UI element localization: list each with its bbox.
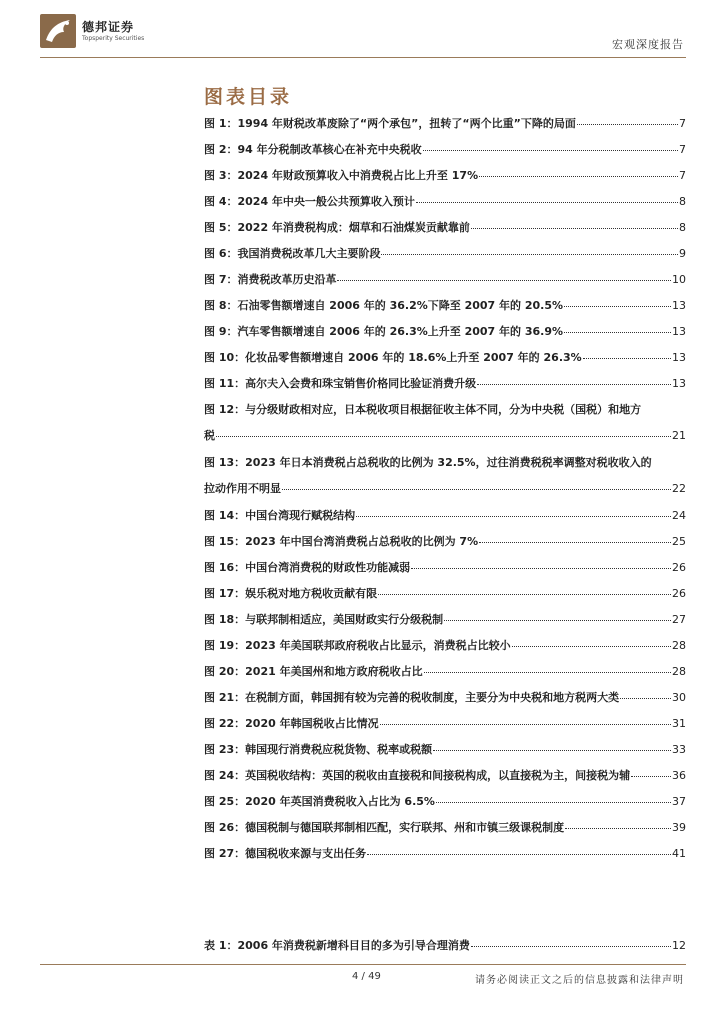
- toc-entry-label: 图 26：德国税制与德国联邦制相匹配，实行联邦、州和市镇三级课税制度: [204, 821, 565, 834]
- toc-entry-label: 图 2：94 年分税制改革核心在补充中央税收: [204, 143, 422, 156]
- toc-entry[interactable]: [204, 376, 686, 402]
- dot-leader: [423, 149, 678, 151]
- dot-leader: [620, 697, 671, 699]
- toc-entry-label: 图 1：1994 年财税改革废除了“两个承包”，扭转了“两个比重”下降的局面: [204, 117, 576, 130]
- dot-leader: [216, 435, 671, 437]
- toc-entry-page: 21: [672, 429, 686, 442]
- toc-entry-label: 表 1：2006 年消费税新增科目目的多为引导合理消费: [204, 939, 470, 952]
- toc-entry-page: 24: [672, 509, 686, 522]
- toc-entry-page: 31: [672, 717, 686, 730]
- toc-entry-page: 13: [672, 351, 686, 364]
- toc-entry[interactable]: [204, 690, 686, 716]
- figure-list: [204, 116, 686, 872]
- toc-entry[interactable]: [204, 116, 686, 142]
- toc-entry[interactable]: [204, 742, 686, 768]
- toc-entry[interactable]: [204, 820, 686, 846]
- dot-leader: [564, 331, 671, 333]
- dot-leader: [565, 827, 671, 829]
- dot-leader: [424, 671, 671, 673]
- toc-entry-page: 12: [672, 939, 686, 952]
- toc-entry-label-continued: 拉动作用不明显: [204, 482, 281, 495]
- dot-leader: [479, 175, 678, 177]
- toc-entry-label: 图 13：2023 年日本消费税占总税收的比例为 32.5%，过往消费税税率调整对税收收入的: [204, 456, 652, 469]
- brand-name-en: Topsperity Securities: [82, 34, 145, 42]
- toc-entry-page: 7: [679, 169, 686, 182]
- toc-entry[interactable]: [204, 560, 686, 586]
- toc-entry[interactable]: [204, 298, 686, 324]
- toc-entry[interactable]: [204, 168, 686, 194]
- toc-entry-page: 22: [672, 482, 686, 495]
- toc-entry[interactable]: [204, 194, 686, 220]
- toc-entry-page: 28: [672, 665, 686, 678]
- toc-entry[interactable]: [204, 402, 686, 455]
- toc-entry-label: 图 16：中国台湾消费税的财政性功能减弱: [204, 561, 411, 574]
- dot-leader: [512, 645, 671, 647]
- dot-leader: [471, 945, 671, 947]
- toc-entry-label: 图 17：娱乐税对地方税收贡献有限: [204, 587, 378, 600]
- toc-entry[interactable]: [204, 768, 686, 794]
- logo-icon: [40, 14, 76, 48]
- dot-leader: [631, 775, 671, 777]
- toc-entry-label: 图 14：中国台湾现行赋税结构: [204, 509, 356, 522]
- dot-leader: [380, 723, 671, 725]
- toc-entry-page: 33: [672, 743, 686, 756]
- toc-entry-page: 13: [672, 377, 686, 390]
- toc-entry[interactable]: [204, 142, 686, 168]
- toc-entry-label: 图 9：汽车零售额增速自 2006 年的 26.3%上升至 2007 年的 36.9%: [204, 325, 564, 338]
- toc-entry-label-continued: 税: [204, 429, 215, 442]
- toc-title: 图表目录: [204, 86, 293, 108]
- brand-name: 德邦证券: [82, 19, 135, 34]
- toc-entry[interactable]: [204, 508, 686, 534]
- toc-entry-label: 图 20：2021 年美国州和地方政府税收占比: [204, 665, 423, 678]
- toc-entry-page: 39: [672, 821, 686, 834]
- toc-entry-page: 26: [672, 587, 686, 600]
- page-header: [0, 0, 724, 60]
- toc-entry-page: 7: [679, 117, 686, 130]
- legal-disclaimer: 请务必阅读正文之后的信息披露和法律声明: [475, 975, 684, 986]
- toc-entry-label: 图 11：高尔夫入会费和珠宝销售价格同比验证消费升级: [204, 377, 477, 390]
- brand-logo: [40, 14, 144, 48]
- header-divider: [40, 57, 686, 58]
- toc-entry-label: 图 22：2020 年韩国税收占比情况: [204, 717, 379, 730]
- dot-leader: [282, 488, 671, 490]
- report-type: 宏观深度报告: [612, 38, 684, 51]
- dot-leader: [433, 749, 671, 751]
- dot-leader: [411, 567, 671, 569]
- toc-entry[interactable]: [204, 534, 686, 560]
- dot-leader: [378, 593, 671, 595]
- page-number: 4 / 49: [352, 971, 381, 982]
- toc-entry-page: 36: [672, 769, 686, 782]
- dot-leader: [583, 357, 671, 359]
- toc-entry-page: 26: [672, 561, 686, 574]
- toc-entry-page: 41: [672, 847, 686, 860]
- toc-entry-label: 图 24：英国税收结构：英国的税收由直接税和间接税构成，以直接税为主，间接税为辅: [204, 769, 631, 782]
- toc-entry-page: 10: [672, 273, 686, 286]
- dot-leader: [444, 619, 671, 621]
- toc-entry[interactable]: [204, 794, 686, 820]
- toc-entry-label: 图 7：消费税改革历史沿革: [204, 273, 337, 286]
- toc-entry-label: 图 18：与联邦制相适应，美国财政实行分级税制: [204, 613, 444, 626]
- toc-entry-page: 8: [679, 195, 686, 208]
- toc-entry-page: 37: [672, 795, 686, 808]
- toc-entry[interactable]: [204, 638, 686, 664]
- toc-entry[interactable]: [204, 938, 686, 964]
- toc-entry[interactable]: [204, 455, 686, 508]
- toc-entry[interactable]: [204, 612, 686, 638]
- toc-entry[interactable]: [204, 846, 686, 872]
- table-list: [204, 938, 686, 964]
- toc-entry-label: 图 21：在税制方面，韩国拥有较为完善的税收制度，主要分为中央税和地方税两大类: [204, 691, 620, 704]
- dot-leader: [471, 227, 678, 229]
- dot-leader: [477, 383, 671, 385]
- dot-leader: [564, 305, 671, 307]
- toc-entry[interactable]: [204, 246, 686, 272]
- toc-entry-label: 图 10：化妆品零售额增速自 2006 年的 18.6%上升至 2007 年的 26.3%: [204, 351, 582, 364]
- toc-entry-page: 25: [672, 535, 686, 548]
- toc-entry-label: 图 3：2024 年财政预算收入中消费税占比上升至 17%: [204, 169, 479, 182]
- toc-entry-label: 图 19：2023 年美国联邦政府税收占比显示，消费税占比较小: [204, 639, 511, 652]
- toc-entry[interactable]: [204, 350, 686, 376]
- dot-leader: [416, 201, 678, 203]
- dot-leader: [381, 253, 678, 255]
- toc-entry[interactable]: [204, 716, 686, 742]
- toc-entry[interactable]: [204, 272, 686, 298]
- dot-leader: [577, 123, 678, 125]
- toc-entry[interactable]: [204, 664, 686, 690]
- footer-divider: [40, 964, 686, 965]
- toc-entry[interactable]: [204, 220, 686, 246]
- toc-entry-page: 13: [672, 325, 686, 338]
- toc-entry-label: 图 4：2024 年中央一般公共预算收入预计: [204, 195, 415, 208]
- toc-entry-label: 图 6：我国消费税改革几大主要阶段: [204, 247, 381, 260]
- toc-entry-label: 图 8：石油零售额增速自 2006 年的 36.2%下降至 2007 年的 20.5%: [204, 299, 564, 312]
- toc-entry-label: 图 25：2020 年英国消费税收入占比为 6.5%: [204, 795, 435, 808]
- toc-entry-page: 8: [679, 221, 686, 234]
- toc-entry-page: 13: [672, 299, 686, 312]
- toc-entry-label: 图 5：2022 年消费税构成：烟草和石油煤炭贡献靠前: [204, 221, 470, 234]
- toc-entry-page: 27: [672, 613, 686, 626]
- toc-entry-label: 图 23：韩国现行消费税应税货物、税率或税额: [204, 743, 433, 756]
- toc-entry[interactable]: [204, 324, 686, 350]
- toc-entry-page: 9: [679, 247, 686, 260]
- toc-entry-page: 30: [672, 691, 686, 704]
- dot-leader: [356, 515, 671, 517]
- toc-entry-label: 图 15：2023 年中国台湾消费税占总税收的比例为 7%: [204, 535, 479, 548]
- toc-entry[interactable]: [204, 586, 686, 612]
- toc-entry-page: 7: [679, 143, 686, 156]
- dot-leader: [479, 541, 671, 543]
- dot-leader: [367, 853, 671, 855]
- toc-entry-label: 图 12：与分级财政相对应，日本税收项目根据征收主体不同，分为中央税（国税）和地方: [204, 403, 642, 416]
- dot-leader: [436, 801, 671, 803]
- toc-entry-page: 28: [672, 639, 686, 652]
- dot-leader: [337, 279, 671, 281]
- toc-entry-label: 图 27：德国税收来源与支出任务: [204, 847, 367, 860]
